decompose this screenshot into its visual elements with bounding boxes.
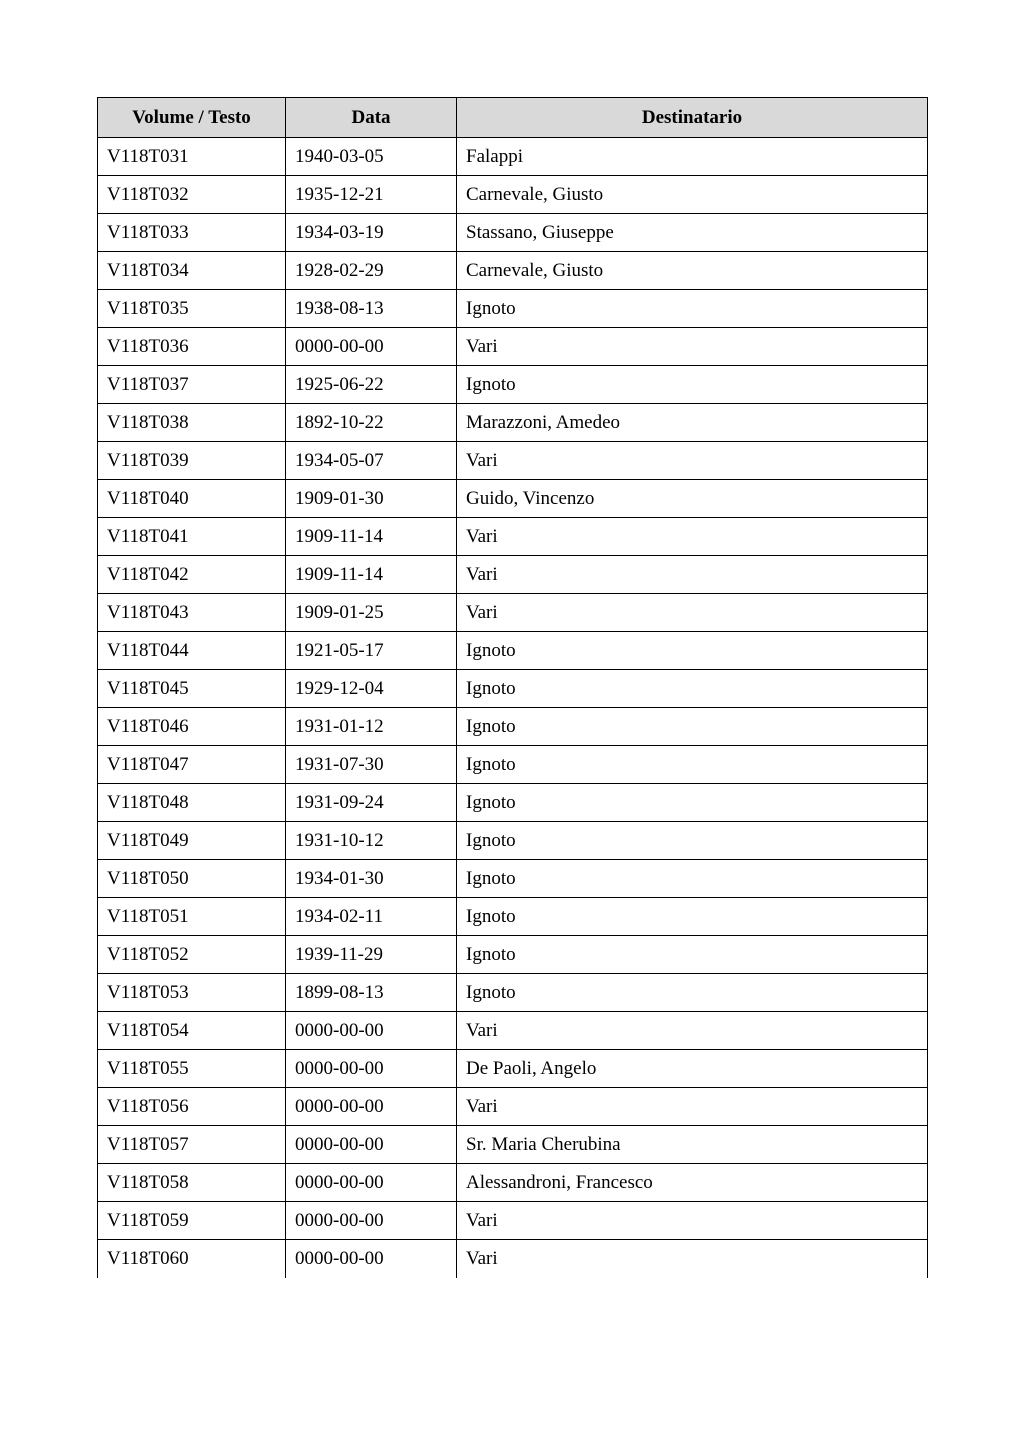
cell-data: 0000-00-00 bbox=[286, 328, 457, 366]
cell-destinatario: Vari bbox=[457, 328, 928, 366]
cell-volume-testo: V118T048 bbox=[98, 784, 286, 822]
cell-volume-testo: V118T035 bbox=[98, 290, 286, 328]
table-row bbox=[98, 1164, 928, 1202]
table-row bbox=[98, 708, 928, 746]
table-row bbox=[98, 936, 928, 974]
header-row bbox=[98, 98, 928, 138]
cell-volume-testo: V118T060 bbox=[98, 1240, 286, 1278]
cell-volume-testo: V118T047 bbox=[98, 746, 286, 784]
table-row bbox=[98, 974, 928, 1012]
table-row bbox=[98, 366, 928, 404]
cell-volume-testo: V118T055 bbox=[98, 1050, 286, 1088]
cell-destinatario: Carnevale, Giusto bbox=[457, 176, 928, 214]
cell-destinatario: Ignoto bbox=[457, 632, 928, 670]
table-row bbox=[98, 670, 928, 708]
cell-destinatario: Ignoto bbox=[457, 290, 928, 328]
cell-data: 1940-03-05 bbox=[286, 138, 457, 176]
cell-volume-testo: V118T056 bbox=[98, 1088, 286, 1126]
cell-destinatario: Ignoto bbox=[457, 366, 928, 404]
table-row bbox=[98, 290, 928, 328]
table-row bbox=[98, 594, 928, 632]
cell-destinatario: Ignoto bbox=[457, 708, 928, 746]
cell-destinatario: Ignoto bbox=[457, 746, 928, 784]
cell-destinatario: Guido, Vincenzo bbox=[457, 480, 928, 518]
cell-destinatario: Stassano, Giuseppe bbox=[457, 214, 928, 252]
cell-volume-testo: V118T043 bbox=[98, 594, 286, 632]
cell-destinatario: Vari bbox=[457, 556, 928, 594]
cell-data: 0000-00-00 bbox=[286, 1012, 457, 1050]
cell-volume-testo: V118T049 bbox=[98, 822, 286, 860]
cell-destinatario: Ignoto bbox=[457, 936, 928, 974]
table-row bbox=[98, 898, 928, 936]
table-row bbox=[98, 1126, 928, 1164]
cell-data: 1921-05-17 bbox=[286, 632, 457, 670]
cell-volume-testo: V118T033 bbox=[98, 214, 286, 252]
cell-data: 0000-00-00 bbox=[286, 1050, 457, 1088]
cell-destinatario: Ignoto bbox=[457, 670, 928, 708]
cell-destinatario: Vari bbox=[457, 1202, 928, 1240]
cell-data: 1934-03-19 bbox=[286, 214, 457, 252]
cell-volume-testo: V118T046 bbox=[98, 708, 286, 746]
table-row bbox=[98, 822, 928, 860]
cell-volume-testo: V118T052 bbox=[98, 936, 286, 974]
cell-volume-testo: V118T038 bbox=[98, 404, 286, 442]
table-row bbox=[98, 328, 928, 366]
cell-data: 1935-12-21 bbox=[286, 176, 457, 214]
cell-data: 0000-00-00 bbox=[286, 1240, 457, 1278]
table-row bbox=[98, 632, 928, 670]
cell-destinatario: Vari bbox=[457, 594, 928, 632]
table-row bbox=[98, 252, 928, 290]
cell-volume-testo: V118T032 bbox=[98, 176, 286, 214]
cell-destinatario: Vari bbox=[457, 1012, 928, 1050]
cell-data: 1939-11-29 bbox=[286, 936, 457, 974]
cell-volume-testo: V118T039 bbox=[98, 442, 286, 480]
cell-data: 1931-07-30 bbox=[286, 746, 457, 784]
cell-data: 0000-00-00 bbox=[286, 1126, 457, 1164]
table-header bbox=[98, 98, 928, 138]
cell-data: 1909-01-25 bbox=[286, 594, 457, 632]
table-row bbox=[98, 138, 928, 176]
cell-data: 1899-08-13 bbox=[286, 974, 457, 1012]
cell-data: 1925-06-22 bbox=[286, 366, 457, 404]
cell-destinatario: Ignoto bbox=[457, 784, 928, 822]
cell-data: 1929-12-04 bbox=[286, 670, 457, 708]
cell-destinatario: Falappi bbox=[457, 138, 928, 176]
table-row bbox=[98, 404, 928, 442]
cell-destinatario: Alessandroni, Francesco bbox=[457, 1164, 928, 1202]
cell-destinatario: Ignoto bbox=[457, 974, 928, 1012]
cell-destinatario: Carnevale, Giusto bbox=[457, 252, 928, 290]
cell-destinatario: Sr. Maria Cherubina bbox=[457, 1126, 928, 1164]
letters-table bbox=[97, 97, 928, 1278]
table-row bbox=[98, 1012, 928, 1050]
cell-data: 1909-11-14 bbox=[286, 518, 457, 556]
cell-destinatario: Vari bbox=[457, 442, 928, 480]
cell-data: 1931-10-12 bbox=[286, 822, 457, 860]
cell-volume-testo: V118T044 bbox=[98, 632, 286, 670]
header-volume-testo: Volume / Testo bbox=[98, 98, 286, 138]
cell-data: 1934-01-30 bbox=[286, 860, 457, 898]
cell-volume-testo: V118T036 bbox=[98, 328, 286, 366]
cell-data: 1928-02-29 bbox=[286, 252, 457, 290]
cell-data: 1909-11-14 bbox=[286, 556, 457, 594]
table-row bbox=[98, 1202, 928, 1240]
table-row bbox=[98, 1088, 928, 1126]
cell-data: 1938-08-13 bbox=[286, 290, 457, 328]
cell-data: 1931-09-24 bbox=[286, 784, 457, 822]
table-row bbox=[98, 518, 928, 556]
cell-destinatario: Vari bbox=[457, 1240, 928, 1278]
cell-destinatario: Ignoto bbox=[457, 822, 928, 860]
cell-volume-testo: V118T037 bbox=[98, 366, 286, 404]
header-destinatario: Destinatario bbox=[457, 98, 928, 138]
cell-volume-testo: V118T058 bbox=[98, 1164, 286, 1202]
cell-destinatario: Vari bbox=[457, 518, 928, 556]
table-row bbox=[98, 860, 928, 898]
cell-volume-testo: V118T040 bbox=[98, 480, 286, 518]
cell-volume-testo: V118T053 bbox=[98, 974, 286, 1012]
cell-volume-testo: V118T045 bbox=[98, 670, 286, 708]
cell-destinatario: Ignoto bbox=[457, 898, 928, 936]
cell-data: 1934-02-11 bbox=[286, 898, 457, 936]
cell-volume-testo: V118T042 bbox=[98, 556, 286, 594]
cell-volume-testo: V118T034 bbox=[98, 252, 286, 290]
table-row bbox=[98, 556, 928, 594]
table-row bbox=[98, 176, 928, 214]
table-row bbox=[98, 480, 928, 518]
cell-volume-testo: V118T054 bbox=[98, 1012, 286, 1050]
cell-volume-testo: V118T031 bbox=[98, 138, 286, 176]
cell-destinatario: Marazzoni, Amedeo bbox=[457, 404, 928, 442]
cell-volume-testo: V118T059 bbox=[98, 1202, 286, 1240]
cell-data: 1909-01-30 bbox=[286, 480, 457, 518]
cell-destinatario: Vari bbox=[457, 1088, 928, 1126]
table-row bbox=[98, 784, 928, 822]
cell-data: 0000-00-00 bbox=[286, 1202, 457, 1240]
header-data: Data bbox=[286, 98, 457, 138]
cell-volume-testo: V118T057 bbox=[98, 1126, 286, 1164]
cell-data: 0000-00-00 bbox=[286, 1164, 457, 1202]
cell-destinatario: De Paoli, Angelo bbox=[457, 1050, 928, 1088]
table-row bbox=[98, 746, 928, 784]
cell-volume-testo: V118T050 bbox=[98, 860, 286, 898]
table-row bbox=[98, 1050, 928, 1088]
cell-data: 1931-01-12 bbox=[286, 708, 457, 746]
cell-data: 1892-10-22 bbox=[286, 404, 457, 442]
table-body bbox=[98, 138, 928, 1278]
cell-volume-testo: V118T051 bbox=[98, 898, 286, 936]
cell-volume-testo: V118T041 bbox=[98, 518, 286, 556]
cell-destinatario: Ignoto bbox=[457, 860, 928, 898]
cell-data: 0000-00-00 bbox=[286, 1088, 457, 1126]
cell-data: 1934-05-07 bbox=[286, 442, 457, 480]
table-row bbox=[98, 214, 928, 252]
table-row bbox=[98, 1240, 928, 1278]
table-row bbox=[98, 442, 928, 480]
